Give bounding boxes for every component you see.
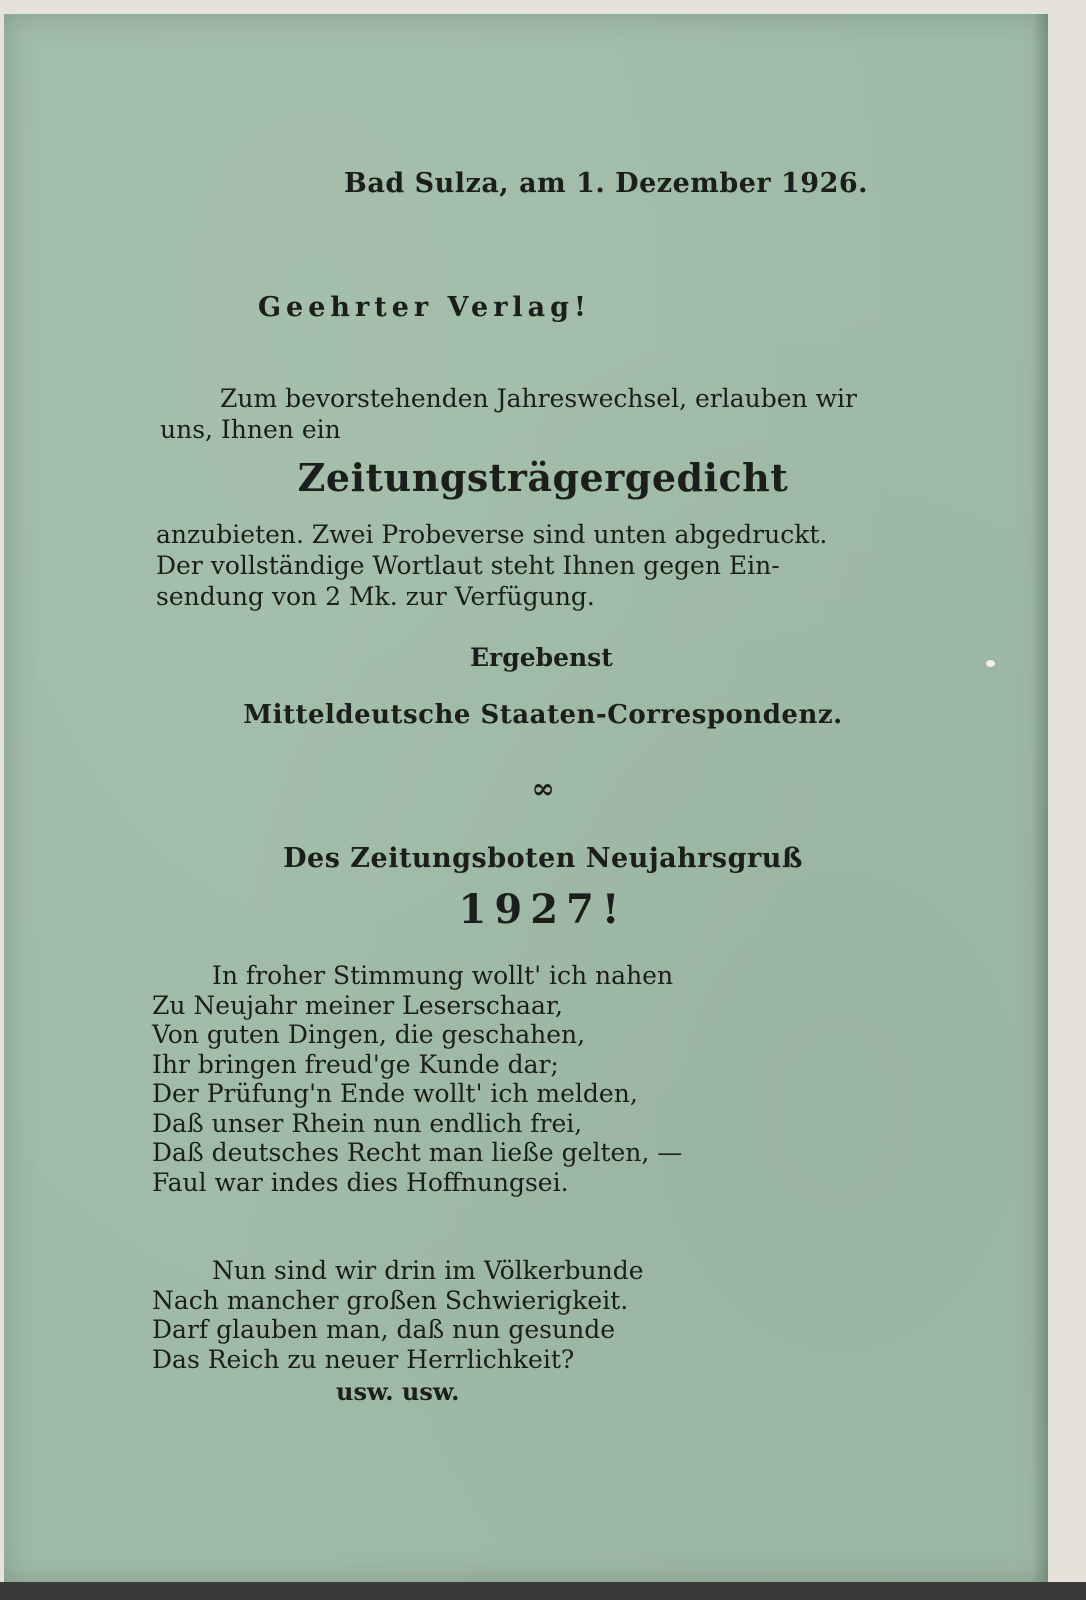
organization-signature: Mitteldeutsche Staaten-Correspondenz. xyxy=(243,700,843,730)
scan-bottom-border xyxy=(0,1582,1086,1600)
poem-stanza-2 xyxy=(152,1256,644,1374)
date-line: Bad Sulza, am 1. Dezember 1926. xyxy=(344,168,869,199)
poem-line: Der Prüfung'n Ende wollt' ich melden, xyxy=(152,1079,638,1108)
poem-stanza-1 xyxy=(152,961,682,1197)
ornament-divider: ∞ xyxy=(531,772,555,805)
poem-line: Das Reich zu neuer Herrlichkeit? xyxy=(152,1344,575,1374)
poem-line: Von guten Dingen, die geschahen, xyxy=(152,1020,586,1049)
poem-line: Zu Neujahr meiner Leserschaar, xyxy=(152,990,563,1020)
poem-ending: usw. usw. xyxy=(336,1377,460,1406)
poem-line: Nun sind wir drin im Völkerbunde xyxy=(212,1256,644,1285)
poem-line: Ihr bringen freud'ge Kunde dar; xyxy=(152,1049,559,1079)
body-paragraph xyxy=(156,519,827,612)
intro-line: uns, Ihnen ein xyxy=(160,415,341,444)
product-title: Zeitungsträgergedicht xyxy=(297,455,789,500)
body-line: sendung von 2 Mk. zur Verfügung. xyxy=(156,582,595,611)
poem-line: Daß unser Rhein nun endlich frei, xyxy=(152,1108,583,1138)
closing: Ergebenst xyxy=(470,643,613,672)
poem-year: 1927! xyxy=(458,886,628,933)
poem-line: Darf glauben man, daß nun gesunde xyxy=(152,1315,615,1344)
poem-title: Des Zeitungsboten Neujahrsgruß xyxy=(283,843,803,874)
intro-line: Zum bevorstehenden Jahreswechsel, erlauben wir xyxy=(220,384,857,413)
poem-line: Nach mancher großen Schwierigkeit. xyxy=(152,1285,629,1315)
body-line: Der vollständige Wortlaut steht Ihnen gegen Ein- xyxy=(156,551,780,580)
poem-line: In froher Stimmung wollt' ich nahen xyxy=(212,961,674,990)
poem-line: Faul war indes dies Hoffnungsei. xyxy=(152,1167,569,1197)
body-line: anzubieten. Zwei Probeverse sind unten abgedruckt. xyxy=(156,520,828,549)
poem-line: Daß deutsches Recht man ließe gelten, — xyxy=(152,1138,683,1167)
paper-speck xyxy=(986,660,995,667)
salutation: Geehrter Verlag! xyxy=(258,292,591,323)
intro-paragraph xyxy=(160,383,930,445)
